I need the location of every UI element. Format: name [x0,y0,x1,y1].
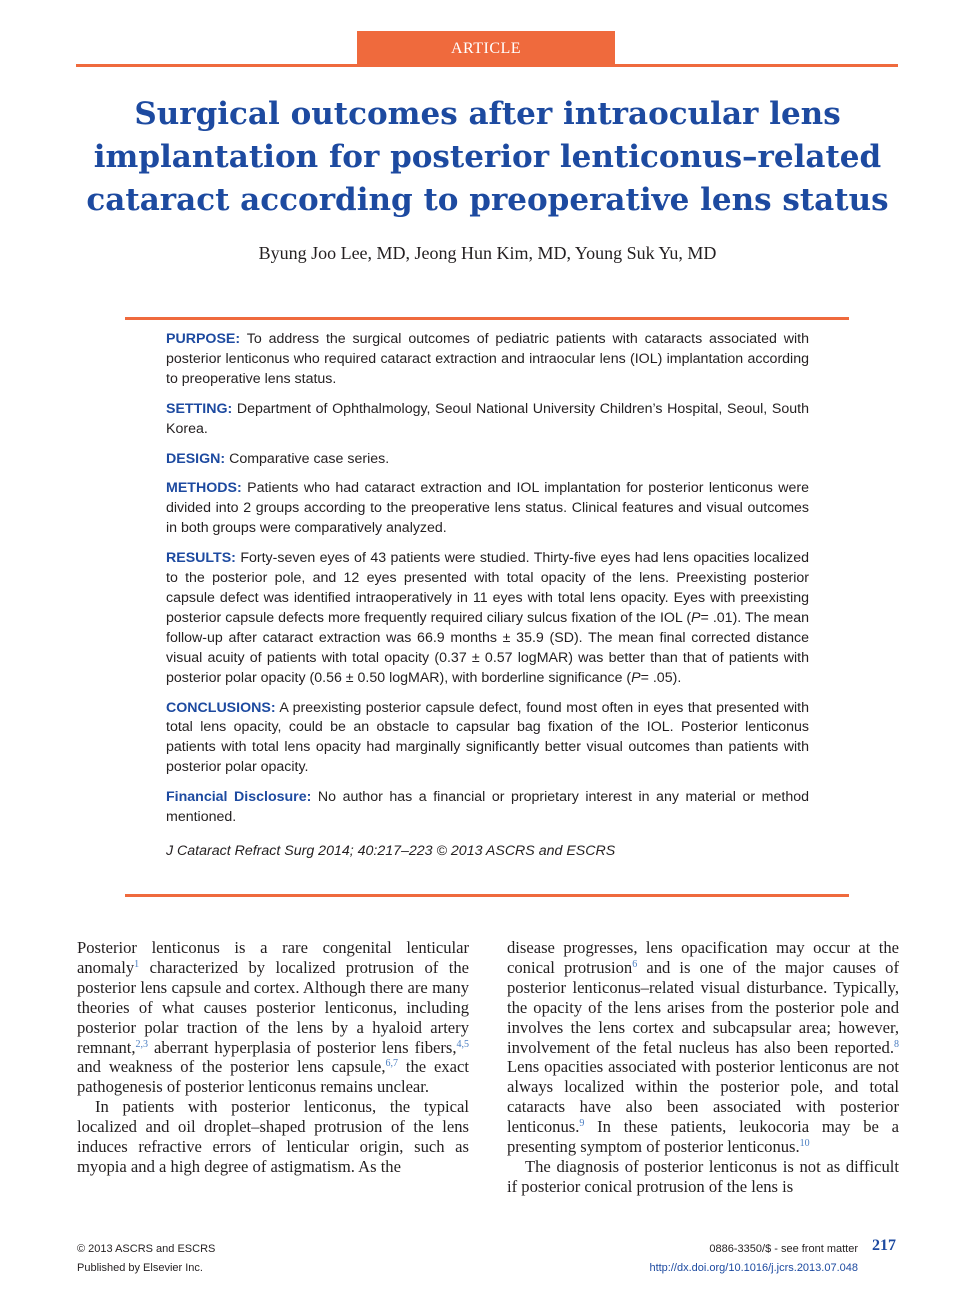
para3-text-2: and is one of the major causes of posterior lenticonus–related visual disturbance. Typically, the opacity of the lens arises from the posterior pole and involves the lens cortex and subcapsular area; however, involvement of the fetal nucleus has also been reported. [507,957,899,1057]
article-section-tab: ARTICLE [357,31,615,65]
reference-link[interactable]: 10 [799,1138,810,1150]
header-rule [76,64,898,67]
intro-paragraph-1 [77,938,469,1097]
abstract [166,330,809,872]
publisher-notice: Published by Elsevier Inc. [77,1262,203,1274]
disclosure-text: No author has a financial or proprietary interest in any material or method mentioned. [166,789,809,826]
para3-text-3: Lens opacities associated with posterior lenticonus are not always localized within the posterior pole, and total cataracts have also been associated with posterior lenticonus. [507,1057,899,1137]
conclusions-text: A preexisting posterior capsule defect, found most often in eyes that presented with total lens opacity, could be an obstacle to capsular bag fixation of the IOL. Posterior lenticonus patients with total lens opacity had marginally significantly better visual outcomes than patients with posterior polar opacity. [166,699,809,776]
reference-link[interactable]: 6,7 [385,1058,398,1070]
reference-link[interactable]: 1 [134,958,140,970]
results-text-b: = .01). The mean follow-up after cataract extraction was 66.9 months ± 35.9 (SD). The mean final corrected distance visual acuity of patients with total opacity (0.37 ± 0.57 logMAR) was better than that of patients with posterior polar opacity (0.56 ± 0.50 logMAR), with borderline significance ( [166,609,809,686]
para1-text-5: the exact pathogenesis of posterior lenticonus remains unclear. [77,1057,469,1097]
intro-paragraph-2: In patients with posterior lenticonus, the typical localized and oil droplet–shaped protrusion of the lens induces refractive errors of lenticular origin, such as myopia and a high degree of astigmatism. As the [77,1097,469,1176]
abstract-setting [166,400,809,440]
abstract-conclusions [166,699,809,779]
reference-link[interactable]: 8 [894,1038,899,1050]
abstract-bottom-rule [125,894,849,897]
reference-link[interactable]: 4,5 [456,1038,469,1050]
reference-link[interactable]: 9 [579,1118,585,1130]
abstract-methods [166,479,809,539]
setting-text: Department of Ophthalmology, Seoul National University Children’s Hospital, Seoul, South Korea. [166,400,809,437]
body-column-left [77,938,469,1177]
results-p-symbol-1: P [691,609,701,626]
issn-line: 0886-3350/$ - see front matter [709,1243,858,1255]
setting-label: SETTING: [166,400,233,417]
author-list: Byung Joo Lee, MD, Jeong Hun Kim, MD, Young Suk Yu, MD [258,243,717,263]
abstract-design [166,450,809,470]
journal-citation: J Cataract Refract Surg 2014; 40:217–223 © 2013 ASCRS and ESCRS [166,842,616,859]
article-title [80,93,895,222]
footer-right [649,1240,858,1278]
para1-text-1: Posterior lenticonus is a rare congenital lenticular anomaly [77,938,469,977]
design-label: DESIGN: [166,450,226,467]
body-column-right [507,938,899,1197]
purpose-label: PURPOSE: [166,331,241,347]
purpose-text: To address the surgical outcomes of pediatric patients with cataracts associated with posterior lenticonus who required cataract extraction and intraocular lens (IOL) implantation according to preoperative lens status. [166,331,809,387]
results-p-symbol-2: P [631,669,641,686]
intro-paragraph-4: The diagnosis of posterior lenticonus is not as difficult if posterior conical protrusion of the lens is [507,1156,899,1196]
abstract-results [166,549,809,688]
title-line-1: Surgical outcomes after intraocular lens [134,96,841,132]
para3-text-1: disease progresses, lens opacification may occur at the conical protrusion [507,938,899,977]
reference-link[interactable]: 2,3 [135,1038,149,1050]
results-text-c: = .05). [640,669,682,686]
doi-link[interactable]: http://dx.doi.org/10.1016/j.jcrs.2013.07.048 [649,1262,858,1274]
results-text-a: Forty-seven eyes of 43 patients were studied. Thirty-five eyes had lens opacities localized to the posterior pole, and 12 eyes presented with total opacity of the lens. Preexisting posterior capsule defect was identified intraoperatively in 11 eyes with total lens opacity. Eyes with preexisting posterior capsule defects more frequently required ciliary sulcus fixation of the IOL ( [166,550,809,626]
reference-link[interactable]: 6 [632,958,638,970]
copyright-notice: © 2013 ASCRS and ESCRS [77,1243,216,1255]
para3-text-4: In these patients, leukocoria may be a presenting symptom of posterior lenticonus. [507,1117,899,1157]
title-line-3: cataract according to preoperative lens status [86,182,889,218]
conclusions-label: CONCLUSIONS: [166,699,276,716]
para1-text-3: aberrant hyperplasia of posterior lens fibers, [148,1037,457,1057]
methods-text: Patients who had cataract extraction and IOL implantation for posterior lenticonus were divided into 2 groups according to the preoperative lens status. Clinical features and visual outcomes in both groups were comparatively analyzed. [166,480,809,537]
abstract-disclosure [166,788,809,828]
title-line-2: implantation for posterior lenticonus–related [93,139,882,175]
abstract-top-rule [125,317,849,320]
design-text: Comparative case series. [229,450,390,467]
results-label: RESULTS: [166,550,236,567]
footer-left [77,1240,215,1278]
abstract-purpose [166,330,809,390]
para1-text-4: and weakness of the posterior lens capsule, [77,1057,386,1077]
para1-text-2: characterized by localized protrusion of the posterior lens capsule and cortex. Although there are many theories of what causes posterior lenticonus, including posterior polar traction of the lens by a hyaloid artery remnant, [77,957,469,1057]
methods-label: METHODS: [166,480,242,497]
page-number: 217 [872,1237,896,1254]
disclosure-label: Financial Disclosure: [166,789,312,806]
intro-paragraph-3 [507,938,899,1157]
